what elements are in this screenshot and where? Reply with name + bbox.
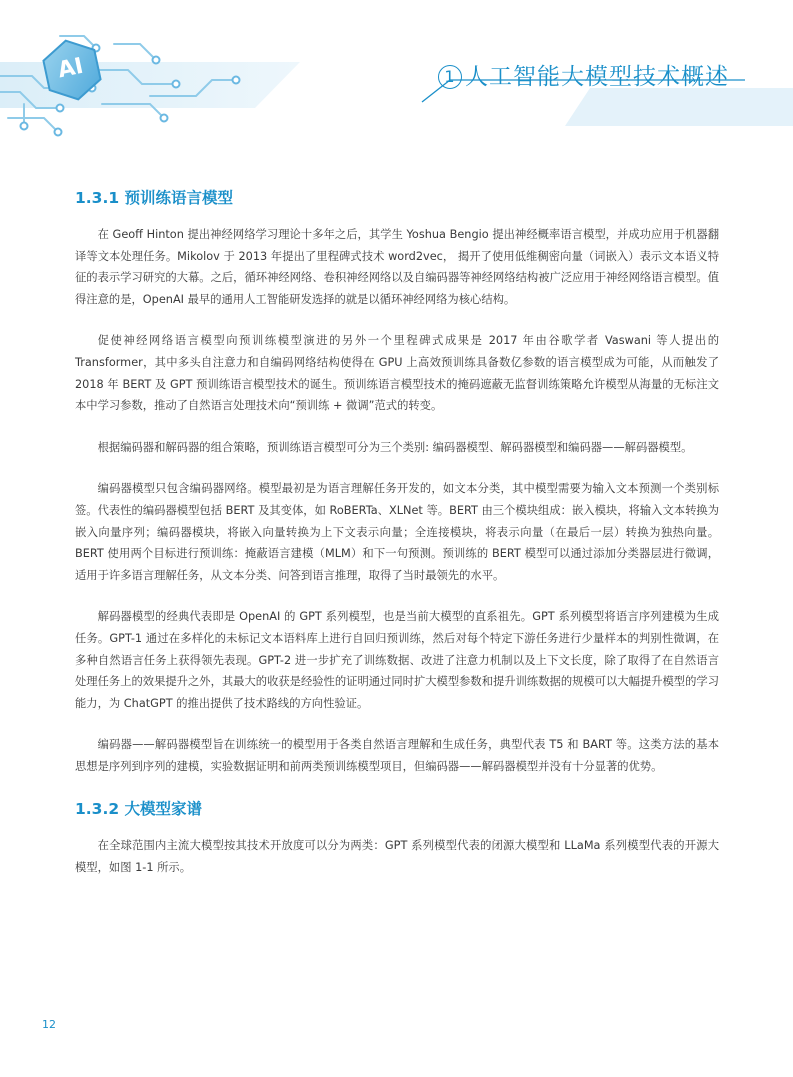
paragraph-encoder-models: 编码器模型只包含编码器网络。模型最初是为语言理解任务开发的，如文本分类，其中模型需要为输入文本预测一个类别标签。代表性的编码器模型包括 BERT 及其变体，如 RoBERTa、XLNet 等。BERT 由三个模块组成：嵌入模块，将输入文本转换为嵌入向量序列；编码器模块，将嵌入向量转换为上下文表示向量；全连接模块，将表示向量（在最后一层）转换为独热向量。BERT 使用两个目标进行预训练：掩蔽语言建模（MLM）和下一句预测。预训练的 BERT 模型可以通过添加分类器层进行微调，适用于许多语言理解任务，从文本分类、问答到语言推理，取得了当时最领先的水平。 bbox=[75, 482, 719, 582]
page-content bbox=[75, 186, 719, 899]
paragraph-categories: 根据编码器和解码器的组合策略，预训练语言模型可分为三个类别: 编码器模型、解码器模型和编码器——解码器模型。 bbox=[97, 440, 693, 454]
section-heading-pretrained-models: 1.3.1 预训练语言模型 bbox=[75, 189, 234, 207]
chapter-number: 1 bbox=[438, 65, 462, 89]
page-header bbox=[0, 0, 793, 140]
page-number: 12 bbox=[42, 1018, 56, 1031]
paragraph-model-family: 在全球范围内主流大模型按其技术开放度可以分为两类：GPT 系列模型代表的闭源大模型和 LLaMa 系列模型代表的开源大模型，如图 1-1 所示。 bbox=[75, 839, 719, 875]
paragraph-decoder-models: 解码器模型的经典代表即是 OpenAI 的 GPT 系列模型，也是当前大模型的直系祖先。GPT 系列模型将语言序列建模为生成任务。GPT-1 通过在多样化的未标记文本语料库上进行自回归预训练，然后对每个特定下游任务进行少量样本的判别性微调，在多种自然语言任务上获得领先表现。GPT-2 进一步扩充了训练数据、改进了注意力机制以及上下文长度，除了取得了在自然语言处理任务上的效果提升之外，其最大的收获是经验性的证明通过同时扩大模型参数和提升训练数据的规模可以大幅提升模型的学习能力，为 ChatGPT 的推出提供了技术路线的方向性验证。 bbox=[75, 610, 719, 710]
ai-badge-label: AI bbox=[55, 53, 86, 84]
section-heading-model-family: 1.3.2 大模型家谱 bbox=[75, 800, 203, 819]
paragraph-hinton-bengio: 在 Geoff Hinton 提出神经网络学习理论十多年之后，其学生 Yoshua Bengio 提出神经概率语言模型，并成功应用于机器翻译等文本处理任务。Mikolov 于 2013 年提出了里程碑式技术 word2vec， 揭开了使用低维稠密向量（词嵌入）表示文本语义特征的表示学习研究的大幕。之后，循环神经网络、卷积神经网络以及自编码器等神经网络结构被广泛应用于神经网络语言模型。值得注意的是，OpenAI 最早的通用人工智能研发选择的就是以循环神经网络为核心结构。 bbox=[75, 228, 719, 306]
chapter-title-text: 人工智能大模型技术概述 bbox=[465, 64, 729, 90]
chapter-title bbox=[438, 58, 729, 91]
paragraph-encoder-decoder-models: 编码器——解码器模型旨在训练统一的模型用于各类自然语言理解和生成任务，典型代表 T5 和 BART 等。这类方法的基本思想是序列到序列的建模，实验数据证明和前两类预训练模型项目，但编码器——解码器模型并没有十分显著的优势。 bbox=[75, 738, 719, 773]
paragraph-transformer: 促使神经网络语言模型向预训练模型演进的另外一个里程碑式成果是 2017 年由谷歌学者 Vaswani 等人提出的 Transformer，其中多头自注意力和自编码网络结构使得在 GPU 上高效预训练具备数亿参数的语言模型成为可能，从而触发了 2018 年 BERT 及 GPT 预训练语言模型技术的诞生。预训练语言模型技术的掩码遮蔽无监督训练策略允许模型从海量的无标注文本中学习参数，推动了自然语言处理技术向“预训练 + 微调”范式的转变。 bbox=[75, 334, 719, 413]
